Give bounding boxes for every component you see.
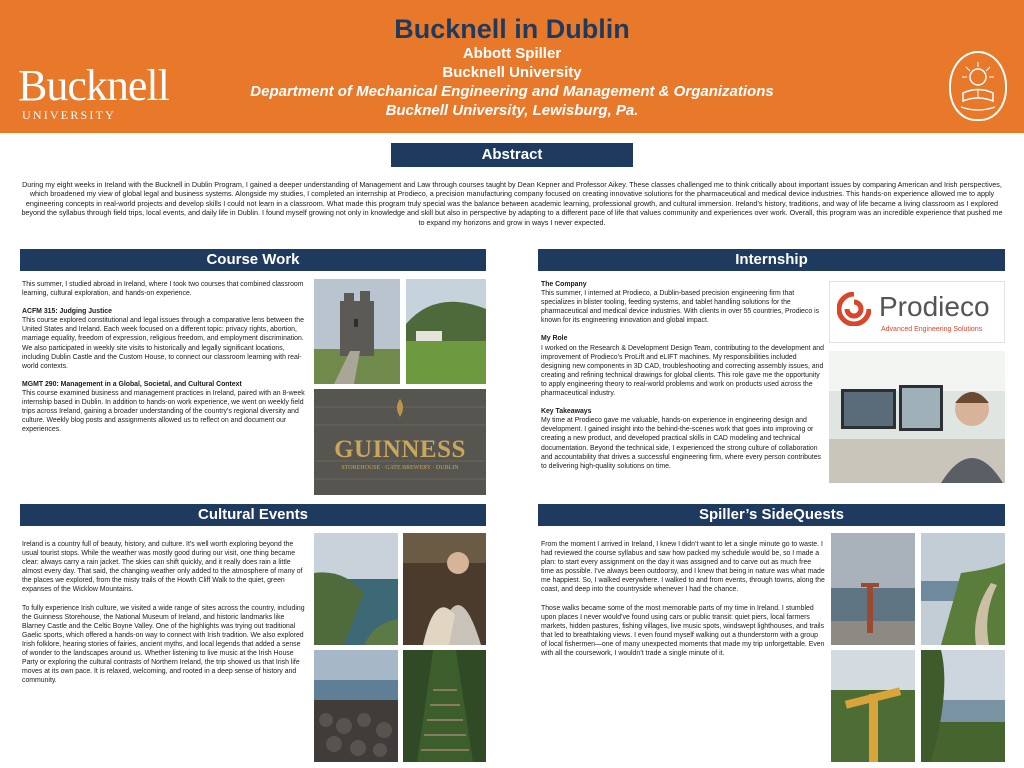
course2-title: MGMT 290: Management in a Global, Societal, and Cultural Context bbox=[22, 380, 242, 388]
guinness-sign-text: GUINNESS bbox=[334, 436, 466, 463]
internship-text bbox=[541, 280, 824, 480]
beach-view-photo bbox=[921, 650, 1005, 762]
sidequests-para1: From the moment I arrived in Ireland, I knew I didn’t want to let a single minute go to waste. I had reviewed the course syllabus and saw how packed my schedule would be, so I made a plan: to start every assignment on the day it was assigned and to carve out as much free time as possible. I’ve always been outdoorsy, and I knew that being in nature was what made me happiest. So, I walked everywhere. I walked to and from events, through towns, along the coast, and deep into the countryside whenever I had the chance. bbox=[541, 541, 825, 594]
role-text: I worked on the Research & Development Design Team, contributing to the development and improvement of Prodieco’s ProLift and eLIFT machines. My responsibilities included designing new components in 3D CAD, troubleshooting and correcting assembly issues, and creating and refining technical drawings for global clients. This role gave me the opportunity to apply engineering theory to real-world problems and work on products used across the pharmaceutical industry. bbox=[541, 344, 824, 398]
prodieco-logo-tagline: Advanced Engineering Solutions bbox=[881, 326, 983, 333]
course2-text: This course examined business and management practices in Ireland, paired with an 8-week internship based in Dublin. In addition to hands-on work experience, we went on weekly field trips across Ireland, gaining a broader understanding of the country’s regional diversity and culture. Weekly blog posts and assignments allowed us to reflect on and document our experiences. bbox=[22, 389, 305, 434]
coastal-trail-photo bbox=[921, 533, 1005, 645]
prodieco-mark-icon bbox=[837, 292, 871, 326]
sidequests-heading: Spiller’s SideQuests bbox=[538, 504, 1005, 526]
cultural-events-para1: Ireland is a country full of beauty, history, and culture. It’s well worth exploring beyond the usual tourist stops. While the weather was mostly good during our visit, one thing became clear: always carry a rain jacket. The skies can shift quickly, and it really does rain a little almost every day. That said, the changing weather only added to the atmosphere of many of the places we explored, from the misty trails of the Howth Cliff Walk to the quiet, green expanses of the Wicklow Mountains. bbox=[22, 541, 303, 594]
castle-photo bbox=[314, 279, 400, 384]
cliff-coast-photo bbox=[314, 533, 398, 645]
abstract-text: During my eight weeks in Ireland with the Bucknell in Dublin Program, I gained a deeper understanding of Management and Law through courses taught by Dean Kepner and Professor Aikey. These classes challenged me to think critically about important issues by comparing American and Irish perspectives, which broadened my view of global legal and business systems. Alongside my studies, I completed an internship at Prodieco, a precision manufacturing company focused on creating innovative solutions for the pharmaceutical and medical device industries. This hands-on experience allowed me to apply engineering concepts in real-world projects and develop skills I could not learn in a classroom. What made this program truly special was the balance between academic learning, professional growth, and cultural immersion. Ireland’s history, traditions, and way of life became a living classroom as I explored beyond the syllabus through field trips, local events, and daily life in Dublin. I found myself growing not only in knowledge and skill but also in perspective by adapting to a different pace of life that values community and experiences over work. Overall, this program was an incredible experience that pushed me to expand my horizons and grow in ways I never expected. bbox=[21, 180, 1003, 227]
internship-heading: Internship bbox=[538, 249, 1005, 271]
location-line: Bucknell University, Lewisburg, Pa. bbox=[385, 102, 639, 119]
course1-text: This course explored constitutional and legal issues through a comparative lens between the United States and Ireland. Each week focused on a different topic: privacy rights, abortion, marriage equality, freedom of expression, religious freedom, and employment discrimination. We also participated in weekly site visits to historically and legally significant locations, including Dublin Castle and the Custom House, to connect our classroom learning with real-world contexts. bbox=[22, 317, 304, 370]
prodieco-logo bbox=[829, 281, 1005, 343]
poster-header bbox=[0, 0, 1024, 133]
bucknell-logo-subtitle: UNIVERSITY bbox=[22, 108, 116, 122]
company-title: The Company bbox=[541, 281, 587, 288]
cultural-events-text bbox=[22, 540, 308, 694]
guinness-sign-subtext: STOREHOUSE · GATE BREWERY · DUBLIN bbox=[341, 465, 459, 471]
guinness-storehouse-photo bbox=[314, 389, 486, 495]
cultural-events-para2: To fully experience Irish culture, we visited a wide range of sites across the country, including the Guinness Storehouse, the National Museum of Ireland, and historic landmarks like Blarney Castle and the Celtic Boyne Valley. One of the highlights was trying out traditional Gaelic sports, which offered a hands-on way to connect with Irish tradition. We also explored Irish folklore, hearing stories of fairies, ancient myths, and local legends that added a sense of wonder to the landscapes around us. Whether listening to live music at the Irish House Party or exploring the cultural contrasts of Northern Ireland, the trip showed us that Irish life moves at its own pace. It is relaxed, welcoming, and rooted in a deep sense of history and community. bbox=[22, 604, 305, 685]
institution-name: Bucknell University bbox=[442, 64, 582, 81]
course-work-intro: This summer, I studied abroad in Ireland, where I took two courses that combined classroom learning, cultural exploration, and hands-on experience. bbox=[22, 281, 304, 298]
university-seal-icon bbox=[949, 51, 1007, 121]
signpost-photo bbox=[831, 650, 915, 762]
sidequests-para2: Those walks became some of the most memorable parts of my time in Ireland. I stumbled upon places I never would’ve found using cars or public transit: quiet piers, local farmers markets, hidden pastures, fishing villages, live music spots, windswept lighthouses, and trails that led to breathtaking views. I even found myself walking out a thunderstorm with a group of local fishermen—one of many unexpected moments that made my trip unforgettable. Even with all the coursework, I wouldn’t trade a single minute of it. bbox=[541, 604, 825, 658]
author-name: Abbott Spiller bbox=[462, 45, 562, 62]
company-text: This summer, I interned at Prodieco, a Dublin-based precision engineering firm that specializes in blister tooling, feeding systems, and tablet handling solutions for the pharmaceutical and medical device industries. With clients in over 55 countries, Prodieco is known for its engineering innovation and global impact. bbox=[541, 290, 820, 325]
gaelic-sports-photo bbox=[403, 533, 486, 645]
poster-title: Bucknell in Dublin bbox=[394, 14, 630, 44]
pier-photo bbox=[831, 533, 915, 645]
giants-causeway-photo bbox=[314, 650, 398, 762]
abstract-heading: Abstract bbox=[391, 143, 633, 167]
course1-title: ACFM 315: Judging Justice bbox=[22, 308, 112, 316]
forest-stairs-photo bbox=[403, 650, 486, 762]
takeaways-text: My time at Prodieco gave me valuable, hands-on experience in engineering design and development. I gained insight into the behind-the-scenes work that goes into improving or creating a new product, and developed practical skills in CAD modeling and technical documentation. Beyond the technical side, I experienced the strong culture of collaboration and accountability that drives a successful engineering firm, where every person contributes to delivering high-quality solutions on time. bbox=[541, 417, 821, 470]
office-desk-photo bbox=[829, 351, 1005, 483]
takeaways-title: Key Takeaways bbox=[541, 408, 592, 416]
prodieco-logo-name: Prodieco bbox=[879, 291, 990, 322]
sidequests-text bbox=[541, 540, 825, 667]
department-name: Department of Mechanical Engineering and Management & Organizations bbox=[250, 83, 774, 100]
course-work-heading: Course Work bbox=[20, 249, 486, 271]
role-title: My Role bbox=[541, 335, 568, 343]
bucknell-logo-wordmark: Bucknell bbox=[18, 61, 169, 110]
course-work-text bbox=[22, 280, 308, 443]
green-hills-photo bbox=[406, 279, 486, 384]
cultural-events-heading: Cultural Events bbox=[20, 504, 486, 526]
